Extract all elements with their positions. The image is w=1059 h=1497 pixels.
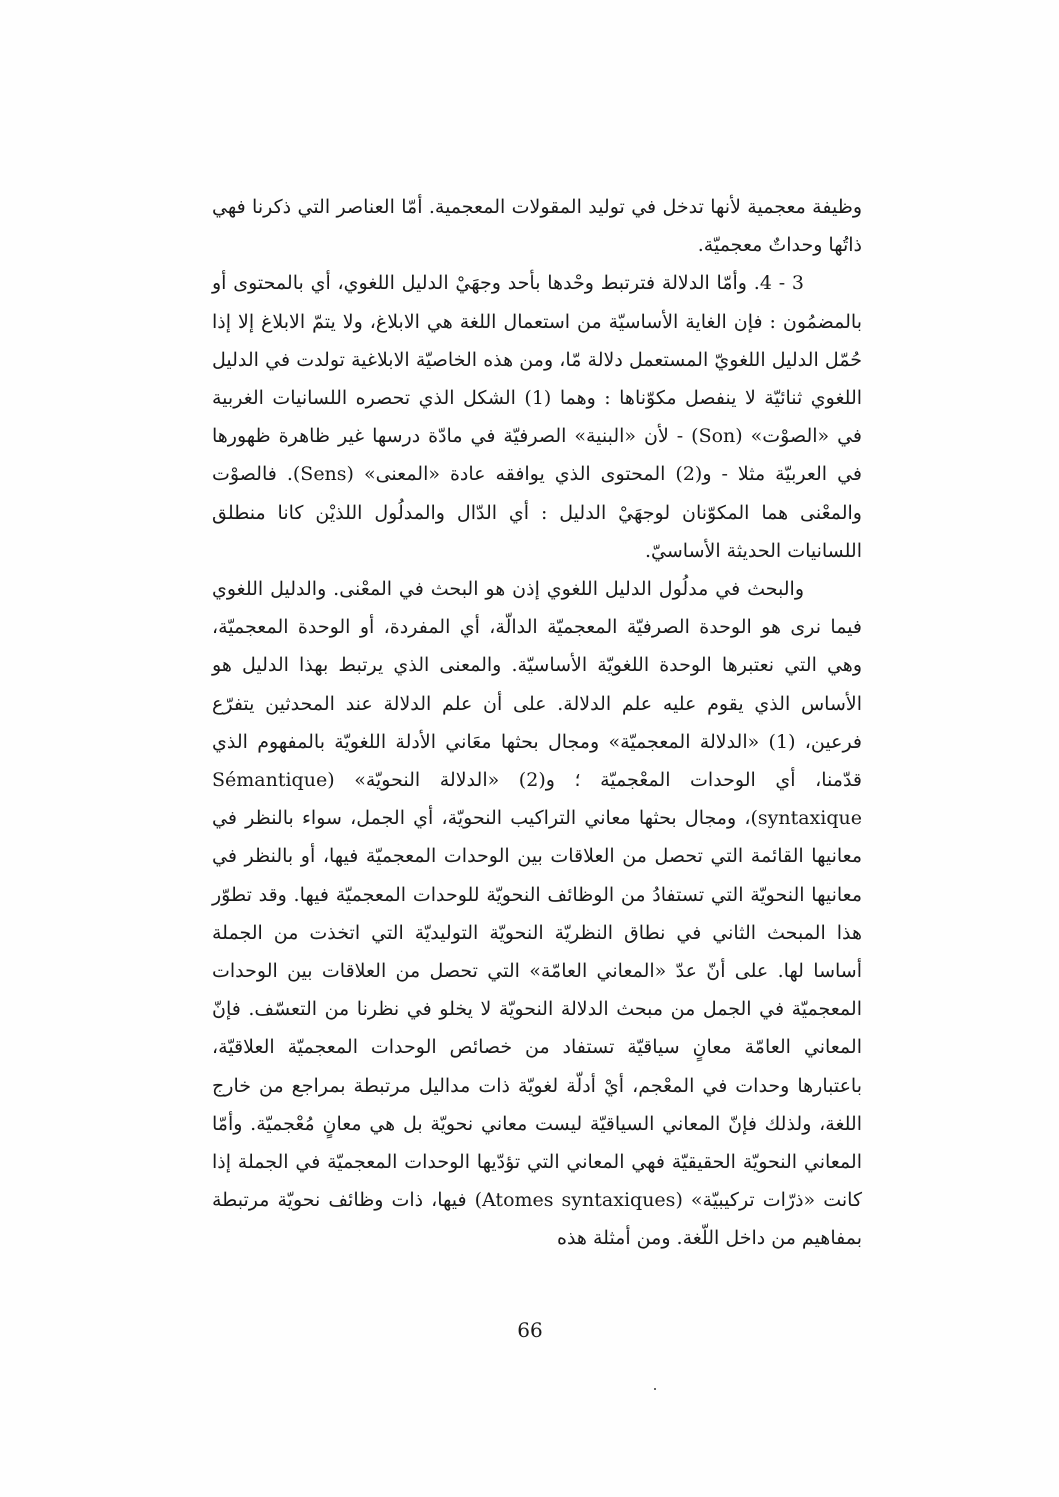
paragraph-3: والبحث في مدلُول الدليل اللغوي إذن هو البحث في المعْنى. والدليل اللغوي فيما نرى هو الوحدة الصرفيّة المعجميّة الدالّة، أي المفردة، أو الوحدة المعجميّة، وهي التي نعتبرها الوحدة اللغويّة الأساسيّة. والمعنى الذي يرتبط بهذا الدليل هو الأساس الذي يقوم عليه علم الدلالة. على أن علم الدلالة عند المحدثين يتفرّع فرعين، (1) «الدلالة المعجميّة» ومجال بحثها معَاني الأدلة اللغويّة بالمفهوم الذي قدّمنا، أي الوحدات المعْجميّة ؛ و(2) «الدلالة النحويّة» (Sémantique syntaxique)، ومجال بحثها معاني التراكيب النحويّة، أي الجمل، سواء بالنظر في معانيها القائمة التي تحصل من العلاقات بين الوحدات المعجميّة فيها، أو بالنظر في معانيها النحويّة التي تستفادُ من الوظائف النحويّة للوحدات المعجميّة فيها. وقد تطوّر هذا المبحث الثاني في نطاق النظريّة النحويّة التوليديّة التي اتخذت من الجملة أساسا لها. على أنّ عدّ «المعاني العامّة» التي تحصل من العلاقات بين الوحدات المعجميّة في الجمل من مبحث الدلالة النحويّة لا يخلو في نظرنا من التعسّف. فإنّ المعاني العامّة معانٍ سياقيّة تستفاد من خصائص الوحدات المعجميّة العلاقيّة، باعتبارها وحدات في المعْجم، أيْ أدلّة لغويّة ذات مداليل مرتبطة بمراجع من خارج اللغة، ولذلك فإنّ المعاني السياقيّة ليست معاني نحويّة بل هي معانٍ مُعْجميّة. وأمّا المعاني النحويّة الحقيقيّة فهي المعاني التي تؤدّيها الوحدات المعجميّة في الجملة إذا كانت «ذرّات تركيبيّة» (Atomes syntaxiques) فيها، ذات وظائف نحويّة مرتبطة بمفاهيم من داخل اللّغة. ومن أمثلة هذه <box>212 578 863 1250</box>
body-text <box>212 188 862 1258</box>
scan-speck <box>654 1388 656 1390</box>
paragraph-2: 3 - 4. وأمّا الدلالة فترتبط وحْدها بأحد وجهَيْ الدليل اللغوي، أي بالمحتوى أو بالمضمُون : فإن الغاية الأساسيّة من استعمال اللغة هي الابلاغ، ولا يتمّ الابلاغ إلا إذا حُمّل الدليل اللغويّ المستعمل دلالة مّا، ومن هذه الخاصيّة الابلاغية تولدت في الدليل اللغوي ثنائيّة لا ينفصل مكوّناها : وهما (1) الشكل الذي تحصره اللسانيات الغربية في «الصوْت» (Son) - لأن «البنية» الصرفيّة في مادّة درسها غير ظاهرة ظهورها في العربيّة مثلا - و(2) المحتوى الذي يوافقه عادة «المعنى» (Sens). فالصوْت والمعْنى هما المكوّنان لوجهَيْ الدليل : أي الدّال والمدلُول اللذيْن كانا منطلق اللسانيات الحديثة الأساسيّ. <box>212 272 863 562</box>
paragraph-1: وظيفة معجمية لأنها تدخل في توليد المقولات المعجمية. أمّا العناصر التي ذكرنا فهي ذاتُها وحداتٌ معجميّة. <box>212 196 862 257</box>
page-number: 66 <box>517 1318 543 1342</box>
